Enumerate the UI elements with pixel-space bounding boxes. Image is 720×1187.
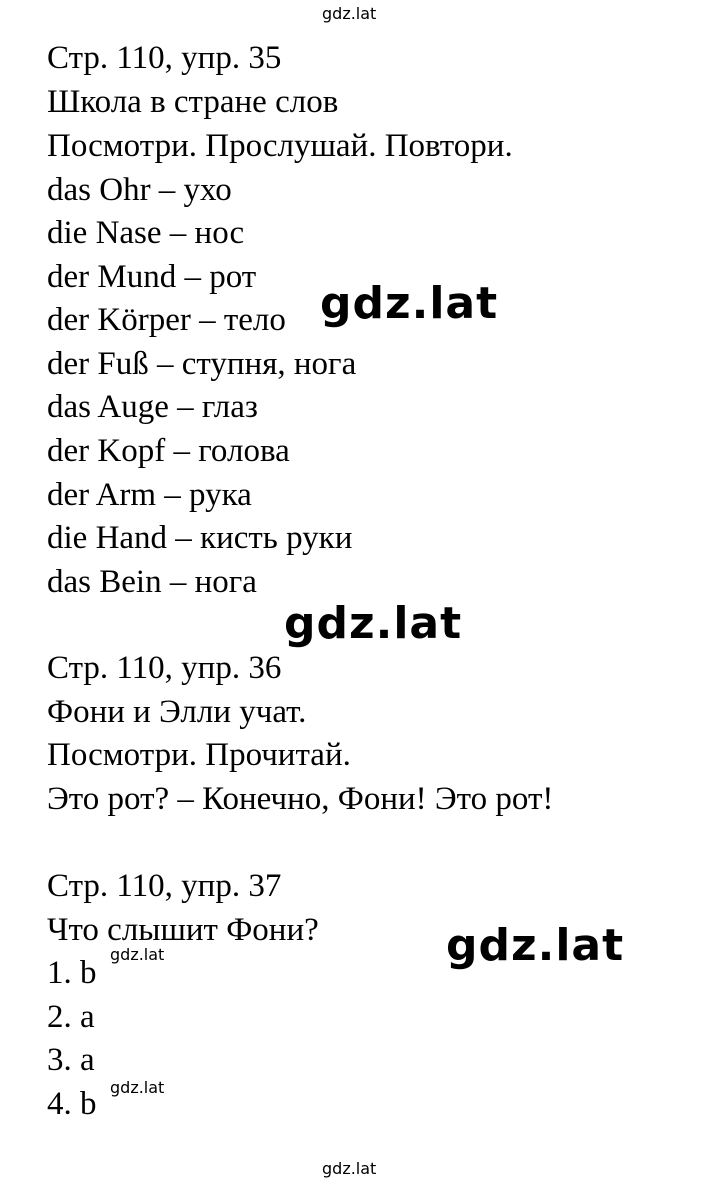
watermark-bottom: gdz.lat xyxy=(322,1159,377,1178)
watermark-top: gdz.lat xyxy=(322,4,377,23)
vocab-item: der Fuß – ступня, нога xyxy=(47,346,357,382)
exercise-heading: Стр. 110, упр. 36 xyxy=(47,650,282,686)
vocab-item: die Nase – нос xyxy=(47,215,245,251)
exercise-question: Что слышит Фони? xyxy=(47,912,319,948)
vocab-item: das Auge – глаз xyxy=(47,389,258,425)
vocab-item: der Mund – рот xyxy=(47,259,257,295)
vocab-item: das Ohr – ухо xyxy=(47,172,232,208)
exercise-instruction: Посмотри. Прочитай. xyxy=(47,737,351,773)
watermark-large: gdz.lat xyxy=(446,920,625,971)
vocab-item: die Hand – кисть руки xyxy=(47,520,353,556)
watermark-small: gdz.lat xyxy=(110,1078,165,1097)
watermark-small: gdz.lat xyxy=(110,945,165,964)
vocab-item: das Bein – нога xyxy=(47,564,257,600)
vocab-item: der Arm – рука xyxy=(47,477,252,513)
answer-item: 3. a xyxy=(47,1042,95,1078)
exercise-title: Школа в стране слов xyxy=(47,84,339,120)
exercise-heading: Стр. 110, упр. 37 xyxy=(47,868,282,904)
answer-item: 2. a xyxy=(47,999,95,1035)
watermark-large: gdz.lat xyxy=(284,598,463,649)
exercise-heading: Стр. 110, упр. 35 xyxy=(47,40,282,76)
vocab-item: der Körper – тело xyxy=(47,302,286,338)
exercise-instruction: Посмотри. Прослушай. Повтори. xyxy=(47,128,513,164)
dialogue-line: Это рот? – Конечно, Фони! Это рот! xyxy=(47,781,554,817)
watermark-large: gdz.lat xyxy=(320,278,499,329)
vocab-item: der Kopf – голова xyxy=(47,433,290,469)
answer-item: 4. b xyxy=(47,1086,97,1122)
exercise-title: Фони и Элли учат. xyxy=(47,694,307,730)
answer-item: 1. b xyxy=(47,955,97,991)
